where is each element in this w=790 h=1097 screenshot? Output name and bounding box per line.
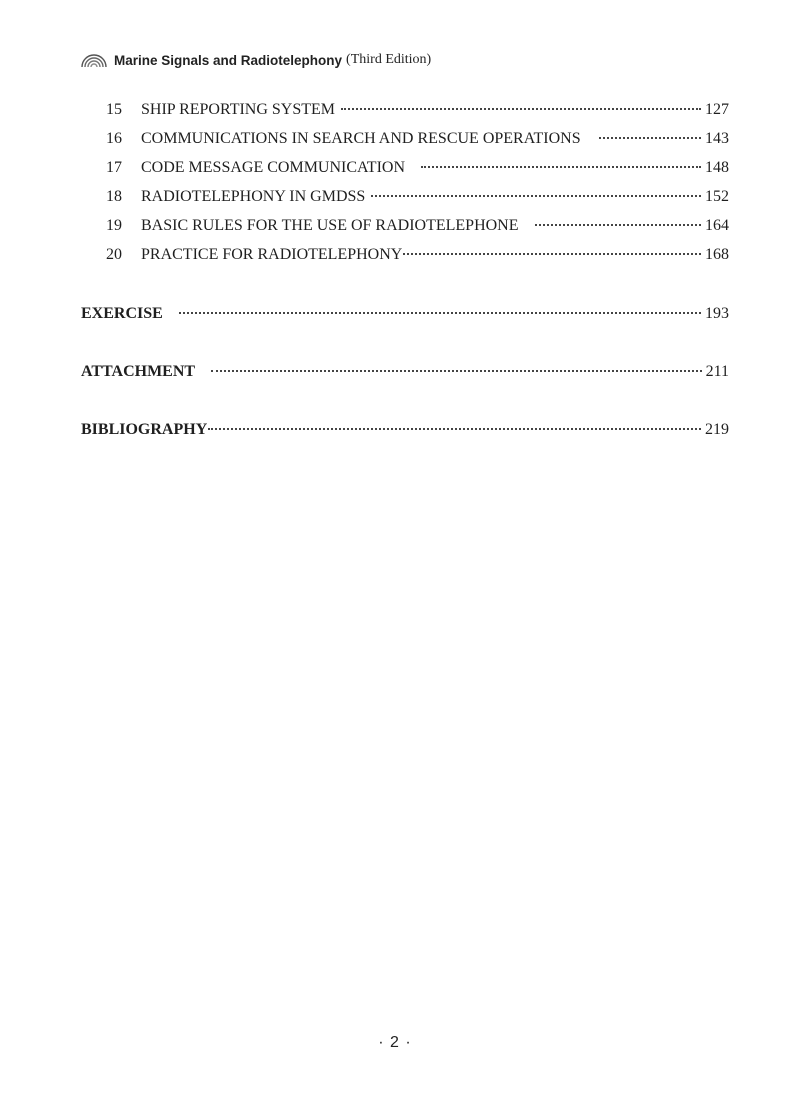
toc-entry-bibliography[interactable]	[81, 421, 729, 439]
dot-leader	[179, 312, 701, 314]
section-title: EXERCISE	[81, 305, 163, 322]
chapter-number: 18	[106, 188, 122, 205]
chapter-title: CODE MESSAGE COMMUNICATION	[141, 159, 406, 176]
page-number: 148	[705, 159, 729, 176]
section-title: ATTACHMENT	[81, 363, 196, 380]
chapter-number: 15	[106, 101, 122, 118]
dot-leader	[535, 224, 701, 226]
page-folio: · 2 ·	[378, 1034, 412, 1051]
chapter-number: 16	[106, 130, 122, 147]
running-header	[80, 49, 431, 71]
chapter-title: PRACTICE FOR RADIOTELEPHONY	[141, 246, 403, 263]
page-number: 219	[705, 421, 729, 438]
toc-entry-19[interactable]	[106, 217, 729, 235]
chapter-number: 20	[106, 246, 122, 263]
dot-leader	[599, 137, 701, 139]
page-number: 164	[705, 217, 729, 234]
toc-entry-attachment[interactable]	[81, 363, 729, 381]
chapter-title: SHIP REPORTING SYSTEM	[141, 101, 336, 118]
dot-leader	[421, 166, 701, 168]
chapter-title: RADIOTELEPHONY IN GMDSS	[141, 188, 366, 205]
section-title: BIBLIOGRAPHY	[81, 421, 208, 438]
chapter-number: 19	[106, 217, 122, 234]
dot-leader	[208, 428, 701, 430]
book-title: Marine Signals and Radiotelephony	[114, 52, 343, 68]
dot-leader	[341, 108, 701, 110]
dot-leader	[211, 370, 702, 372]
rainbow-arcs-logo-icon	[80, 52, 108, 68]
toc-entry-15[interactable]	[106, 101, 729, 119]
page-number: 193	[705, 305, 729, 322]
chapter-title: BASIC RULES FOR THE USE OF RADIOTELEPHONE	[141, 217, 519, 234]
page-number: 143	[705, 130, 729, 147]
toc-entry-exercise[interactable]	[81, 305, 729, 323]
chapter-number: 17	[106, 159, 122, 176]
page-number: 168	[705, 246, 729, 263]
toc-entry-18[interactable]	[106, 188, 729, 206]
page-number: 127	[705, 101, 729, 118]
toc-entry-17[interactable]	[106, 159, 729, 177]
page-number: 152	[705, 188, 729, 205]
dot-leader	[371, 195, 701, 197]
page-number: 211	[705, 363, 729, 380]
edition-label: (Third Edition)	[346, 52, 432, 67]
chapter-title: COMMUNICATIONS IN SEARCH AND RESCUE OPERATIONS	[141, 130, 581, 147]
toc-entry-16[interactable]	[106, 130, 729, 148]
dot-leader	[403, 253, 701, 255]
toc-entry-20[interactable]	[106, 246, 729, 264]
